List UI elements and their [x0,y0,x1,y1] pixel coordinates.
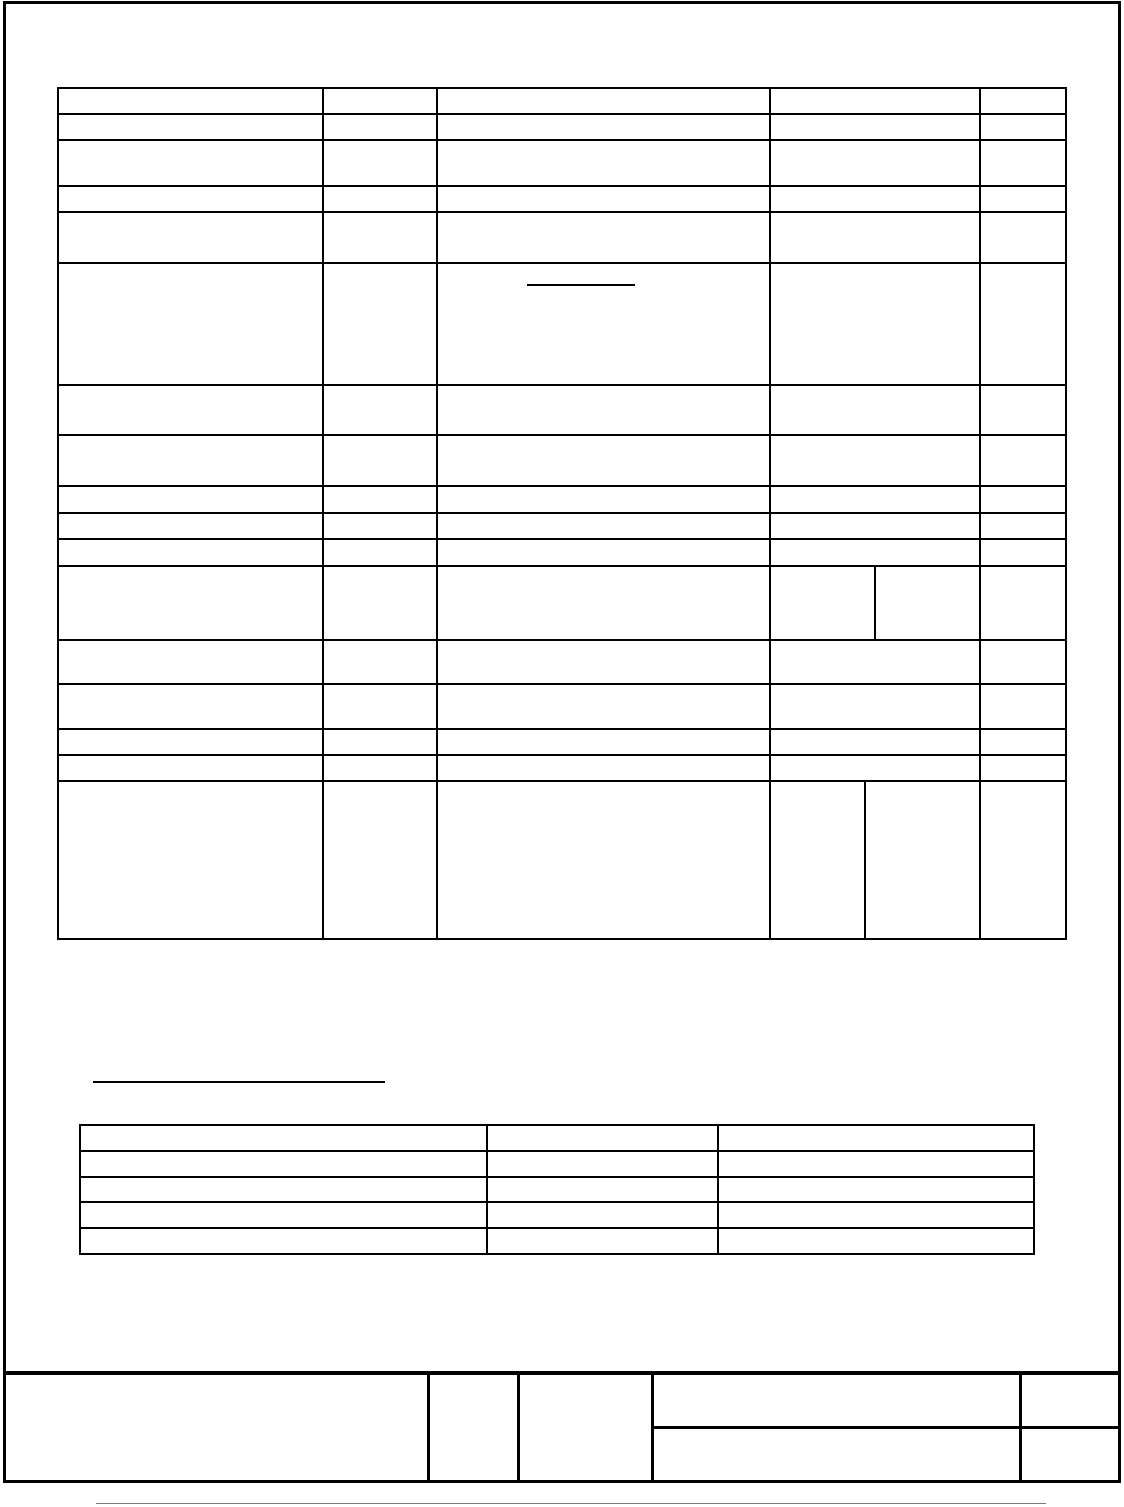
summary-border-right [1033,1124,1035,1255]
summary-row-divider [79,1150,1035,1152]
title-block-page [1023,1431,1117,1478]
spec-col-divider [436,87,438,940]
summary-row-divider [79,1201,1035,1203]
spec-cell [59,756,322,780]
spec-cell [59,386,322,434]
spec-col-divider [769,87,771,940]
summary-header-cell [719,1126,1033,1150]
footer-rule [96,1503,1046,1504]
summary-border-bottom [79,1253,1035,1255]
spec-header-cell [59,89,322,113]
title-block-divider [427,1371,430,1482]
spec-col-divider [979,87,981,940]
spec-cell [59,567,322,639]
spec-col-divider [322,87,324,940]
spec-cell [59,487,322,512]
spec-cell [59,641,322,683]
title-block-sheet-label [655,1431,1018,1478]
summary-header-cell [488,1126,717,1150]
spec-cell [59,264,322,384]
spec-cell [59,115,322,139]
summary-row-divider [79,1227,1035,1229]
title-block-top-rule [3,1371,1121,1375]
spec-cell [59,540,322,565]
spec-subcol-divider [874,565,876,640]
spec-cell [59,436,322,485]
spec-row-divider [57,780,1067,782]
spec-cell [59,213,322,262]
title-block-mid-rule [651,1426,1121,1429]
title-block-revision [1023,1378,1117,1425]
spec-subcol-divider [864,780,866,940]
spec-cell [59,187,322,211]
section-heading-underline [93,1081,385,1083]
spec-table-border-bottom [57,938,1067,940]
formula-fraction-bar [527,284,635,286]
title-block-drawing-number [655,1378,1018,1425]
spec-cell [59,685,322,728]
spec-cell [59,730,322,754]
spec-header-cell [771,89,979,113]
title-block-description [8,1378,426,1478]
spec-cell [59,514,322,538]
summary-row-divider [79,1176,1035,1178]
title-block-divider [517,1371,520,1482]
section-heading [93,1060,385,1080]
title-block-field-b [521,1378,650,1478]
spec-header-cell [981,89,1065,113]
spec-header-cell [438,89,769,113]
summary-header-cell [81,1126,486,1150]
spec-cell [59,141,322,185]
title-block-field-a [431,1378,516,1478]
spec-header-cell [324,89,436,113]
